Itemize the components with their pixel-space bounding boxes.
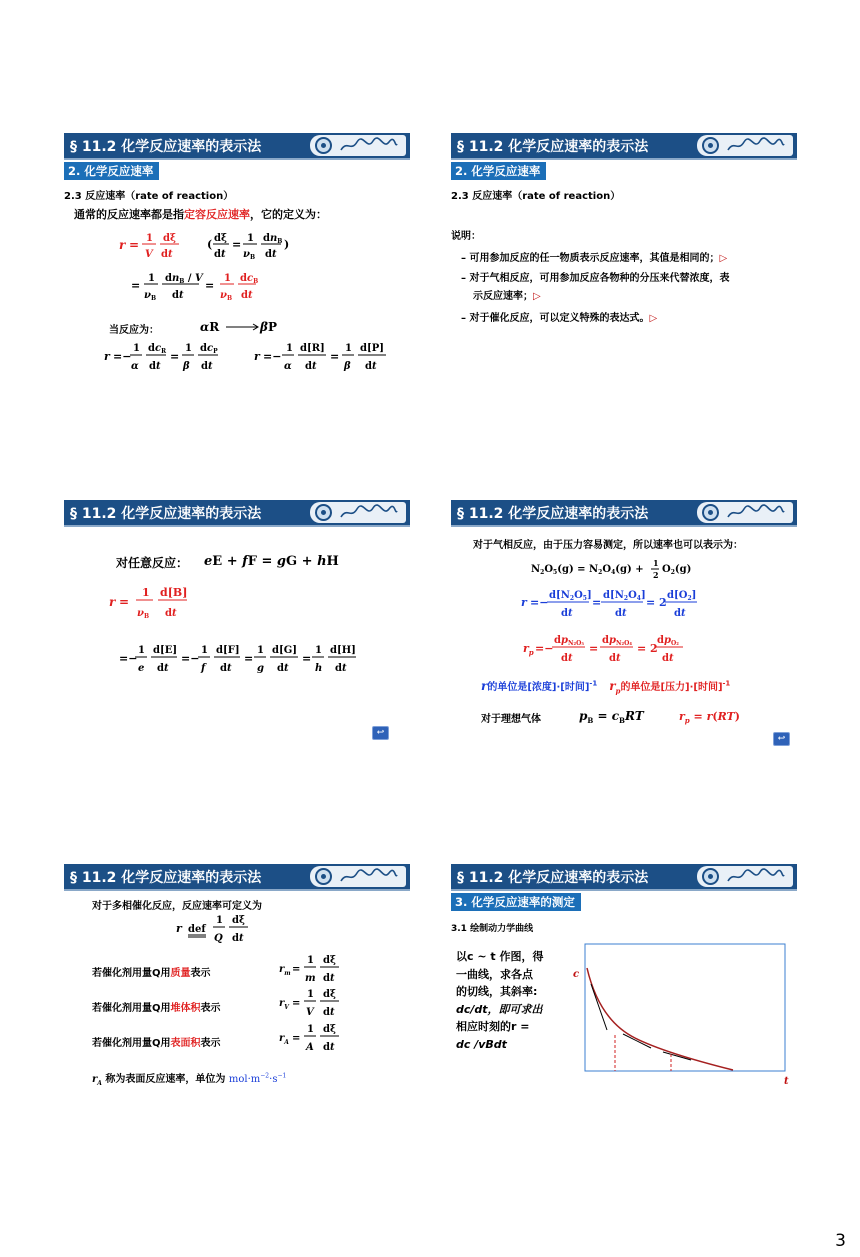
general-reaction-equation: [204, 550, 374, 572]
svg-text:ν: ν: [220, 290, 227, 301]
svg-text:d[H]: d[H]: [330, 645, 356, 656]
svg-text:dt: dt: [220, 663, 232, 674]
section-label: 2. 化学反应速率: [451, 162, 546, 180]
svg-text:d[E]: d[E]: [153, 645, 178, 656]
svg-text:dt: dt: [323, 1007, 335, 1018]
svg-text:f: f: [201, 663, 206, 674]
svg-text:α: α: [131, 361, 139, 372]
svg-text:g: g: [257, 663, 264, 674]
svg-text:dt: dt: [149, 361, 161, 372]
svg-text:=−: =−: [181, 652, 200, 665]
svg-text:dt: dt: [157, 663, 169, 674]
calligraphy-logo: [724, 503, 786, 522]
svg-text:rA: $r_A$: [279, 1033, 289, 1046]
svg-text:αR: αR: [200, 320, 220, 334]
svg-text:=: =: [592, 596, 602, 609]
svg-text:m: m: [305, 973, 316, 984]
n2o5-reaction-equation: [531, 554, 701, 584]
svg-text:d[G]: d[G]: [272, 645, 297, 656]
svg-text:B: B: [250, 254, 256, 261]
svg-text:V: V: [306, 1007, 314, 1018]
kinetic-curve-diagram: [573, 944, 793, 1087]
university-logo: [697, 135, 793, 156]
x-axis-label: t: [784, 1076, 789, 1087]
svg-text:pB = cBRT: $p_B = c_BRT$: [579, 709, 644, 725]
svg-text:): ): [284, 238, 290, 251]
surface-rate-note: $r_A$ 称为表面反应速率，单位为 $mol\cdot m^{-2}\cdot s^{-1}$: [92, 1072, 287, 1087]
volume-basis-label: 若催化剂用量Q用堆体积表示: [92, 1003, 221, 1014]
svg-text:dt: dt: [674, 608, 686, 619]
svg-text:d[P]: d[P]: [360, 343, 384, 354]
svg-text:1: 1: [286, 343, 293, 354]
svg-text:dpN₂O₄: $dp_{N_2O_4}$: [602, 635, 632, 647]
svg-text:rp = r(RT): $r_p = r(RT)$: [679, 710, 740, 725]
svg-text:dpO₂: $dp_{O_2}$: [657, 635, 679, 647]
svg-text:dt: dt: [201, 361, 213, 372]
seal-icon: [315, 504, 332, 521]
svg-text:=−: =−: [530, 596, 549, 609]
svg-text:dt: dt: [323, 973, 335, 984]
svg-text:1: 1: [247, 233, 254, 244]
university-logo: [310, 866, 406, 887]
svg-text:=−: =−: [113, 350, 132, 363]
ideal-gas-label: 对于理想气体: [481, 714, 541, 725]
svg-text:1: 1: [138, 645, 145, 656]
slide-header: [451, 864, 797, 891]
section-label: 3. 化学反应速率的测定: [451, 893, 581, 911]
svg-text:1: 1: [133, 343, 140, 354]
svg-text:dpN₂O₅: $dp_{N_2O_5}$: [554, 635, 584, 647]
svg-text:dt: dt: [172, 290, 184, 301]
svg-text:rp: $r_p$: [523, 642, 534, 657]
note-item-3: – 对于催化反应，可以定义特殊的表达式。▷: [461, 313, 658, 324]
svg-text:=−: =−: [119, 652, 138, 665]
slide-title: § 11.2 化学反应速率的表示法: [457, 870, 649, 886]
note-item-1: – 可用参加反应的任一物质表示反应速率，其值是相同的；▷: [461, 253, 728, 264]
slide-header: [64, 133, 410, 160]
svg-text:dcB: $dc_B$: [240, 273, 259, 285]
svg-text:dξ: dξ: [323, 1024, 336, 1035]
rate-all-species-equation: [119, 640, 379, 685]
svg-text:dt: dt: [232, 933, 244, 944]
svg-text:= 2: = 2: [637, 642, 658, 655]
svg-text:β: β: [344, 361, 351, 372]
definition-line: 通常的反应速率都是指定容反应速率，它的定义为：: [74, 208, 327, 221]
svg-text:1: 1: [257, 645, 264, 656]
page-number: 3: [835, 1231, 846, 1251]
svg-text:V: V: [145, 249, 153, 260]
reaction-equation: [194, 317, 314, 337]
slide-3: [64, 500, 410, 760]
reaction-label: 当反应为：: [109, 325, 159, 336]
svg-text:ν: ν: [144, 290, 151, 301]
svg-text:rV: $r_V$: [279, 998, 289, 1011]
slide-title: § 11.2 化学反应速率的表示法: [70, 139, 262, 155]
svg-text:N2O5(g) = N2O4(g) +: $N_2O_5(g) = N_2O_4(g)$ +: [531, 564, 644, 576]
svg-text:=: =: [330, 350, 340, 363]
svg-text:2: 2: [653, 570, 659, 580]
slide-1: [64, 133, 410, 393]
svg-text:dcR: $dc_R$: [148, 343, 167, 355]
calligraphy-logo: [337, 867, 399, 886]
university-logo: [310, 135, 406, 156]
svg-text:ν: ν: [137, 608, 144, 619]
slide-header: [64, 500, 410, 527]
svg-text:dt: dt: [323, 1042, 335, 1053]
rate-b-equation: [109, 582, 199, 627]
svg-text:Q: Q: [214, 933, 223, 944]
svg-text:r: r: [109, 595, 116, 609]
svg-text:1: 1: [307, 989, 314, 1000]
svg-text:1: 1: [315, 645, 322, 656]
svg-text:d[F]: d[F]: [216, 645, 240, 656]
svg-text:1: 1: [148, 273, 155, 284]
svg-text:r: r: [176, 922, 182, 935]
svg-text:r: r: [521, 596, 527, 609]
svg-text:=: =: [205, 279, 215, 292]
svg-text:r: r: [119, 238, 126, 252]
svg-text:d[O2]: $d[O_2]$: [667, 590, 697, 602]
link-arrow-icon[interactable]: ▷: [533, 291, 541, 302]
svg-text:dnB / V: $dn_B$ / V: [165, 273, 203, 285]
subsection-heading: 2.3 反应速率（rate of reaction）: [451, 191, 621, 202]
slide-header: [451, 133, 797, 160]
slide-6: [451, 864, 797, 1124]
subsection-heading: 3.1 绘制动力学曲线: [451, 924, 534, 934]
kinetic-curve-description: 以c ~ t 作图，得 一曲线，求各点 的切线，其斜率: dc/dt，即可求出 相应时刻的r = dc /vBdt: [456, 950, 544, 1051]
university-logo: [697, 502, 793, 523]
svg-text:dt: dt: [241, 290, 253, 301]
svg-text:d[N2O5]: $d[N_2O_5]$: [549, 590, 592, 602]
svg-text:ν: ν: [243, 249, 250, 260]
svg-text:dξ: dξ: [163, 233, 176, 244]
svg-text:dξ: dξ: [232, 915, 245, 926]
svg-text:βP: βP: [260, 320, 277, 334]
y-axis-label: c: [573, 969, 580, 980]
svg-text:rm: $r_m$: [279, 964, 291, 977]
calligraphy-logo: [337, 503, 399, 522]
slide-4: [451, 500, 797, 760]
slide-title: § 11.2 化学反应速率的表示法: [70, 870, 262, 886]
svg-text:1: 1: [216, 915, 223, 926]
svg-text:β: β: [183, 361, 190, 372]
svg-text:dt: dt: [214, 249, 226, 260]
section-label: 2. 化学反应速率: [64, 162, 159, 180]
area-rate-equation: [279, 1021, 359, 1057]
svg-text:=: =: [292, 1033, 301, 1044]
gas-phase-intro: 对于气相反应，由于压力容易测定，所以速率也可以表示为：: [473, 540, 743, 551]
note-item-2: – 对于气相反应，可用参加反应各物种的分压来代替浓度，表: [461, 273, 730, 284]
svg-text:dξ: dξ: [323, 989, 336, 1000]
university-logo: [310, 502, 406, 523]
svg-text:dt: dt: [615, 608, 627, 619]
slide-2: [451, 133, 797, 393]
calligraphy-logo: [724, 136, 786, 155]
mass-rate-equation: [279, 952, 359, 988]
rate-expression-equation: [104, 338, 404, 383]
svg-text:def: def: [188, 924, 206, 935]
svg-text:1: 1: [345, 343, 352, 354]
note-item-2-cont: 示反应速率；▷: [473, 291, 541, 302]
svg-text:= 2: = 2: [646, 596, 667, 609]
seal-icon: [315, 137, 332, 154]
calligraphy-logo: [337, 136, 399, 155]
svg-text:=: =: [302, 652, 312, 665]
svg-text:e: e: [138, 663, 145, 674]
svg-text:1: 1: [146, 233, 153, 244]
svg-text:=−: =−: [263, 350, 282, 363]
svg-text:A: A: [306, 1042, 314, 1053]
svg-text:=: =: [589, 642, 599, 655]
svg-text:=: =: [292, 998, 301, 1009]
svg-text:dξ: dξ: [323, 955, 336, 966]
svg-text:r: r: [254, 350, 260, 363]
seal-icon: [702, 137, 719, 154]
svg-text:dt: dt: [609, 653, 621, 664]
area-basis-label: 若催化剂用量Q用表面积表示: [92, 1038, 221, 1049]
svg-text:1: 1: [224, 273, 231, 284]
svg-text:1: 1: [653, 558, 659, 568]
any-reaction-label: 对任意反应：: [116, 556, 189, 570]
svg-text:dt: dt: [335, 663, 347, 674]
svg-text:B: B: [144, 613, 150, 620]
slide-5: [64, 864, 410, 1124]
slide-title: § 11.2 化学反应速率的表示法: [457, 506, 649, 522]
seal-icon: [702, 504, 719, 521]
svg-text:=: =: [170, 350, 180, 363]
svg-text:=: =: [292, 964, 301, 975]
svg-text:dt: dt: [305, 361, 317, 372]
svg-text:=: =: [244, 652, 254, 665]
heterogeneous-intro: 对于多相催化反应，反应速率可定义为: [92, 901, 262, 912]
units-line: r的单位是[浓度]·[时间]$^{-1}$ $r_p$的单位是[压力]·[时间]$^{-1}$: [481, 679, 731, 696]
link-arrow-icon[interactable]: ▷: [719, 253, 728, 264]
svg-text:α: α: [284, 361, 292, 372]
slide-header: [451, 500, 797, 527]
svg-text:h: h: [315, 663, 323, 674]
pressure-rate-equation: [523, 630, 723, 670]
volume-rate-equation: [279, 986, 359, 1022]
svg-text:d[B]: d[B]: [160, 586, 188, 599]
svg-text:dcP: $dc_P$: [200, 343, 218, 355]
seal-icon: [315, 868, 332, 885]
return-icon[interactable]: ↩: [773, 732, 790, 746]
svg-text:d[N2O4]: $d[N_2O_4]$: [603, 590, 646, 602]
svg-text:dt: dt: [277, 663, 289, 674]
svg-text:dt: dt: [165, 608, 177, 619]
university-logo: [697, 866, 793, 887]
calligraphy-logo: [724, 867, 786, 886]
rate-definition-equation: [119, 227, 359, 317]
svg-text:1: 1: [185, 343, 192, 354]
svg-text:1: 1: [201, 645, 208, 656]
mass-basis-label: 若催化剂用量Q用质量表示: [92, 968, 211, 979]
svg-text:dt: dt: [265, 249, 277, 260]
svg-text:d[R]: d[R]: [300, 343, 325, 354]
svg-text:=−: =−: [535, 642, 554, 655]
svg-text:O2(g): $O_2(g)$: [662, 564, 692, 576]
svg-text:dnB: $dn_B$: [263, 233, 283, 245]
svg-text:1: 1: [307, 1024, 314, 1035]
svg-text:eE + fF = gG + hH: eE + fF = gG + hH: [204, 554, 339, 569]
ideal-gas-equation: [579, 704, 759, 726]
concentration-rate-equation: [521, 584, 721, 626]
svg-text:dt: dt: [561, 608, 573, 619]
seal-icon: [702, 868, 719, 885]
return-icon[interactable]: ↩: [372, 726, 389, 740]
svg-text:(: (: [207, 238, 213, 251]
svg-text:r: r: [104, 350, 110, 363]
slide-title: § 11.2 化学反应速率的表示法: [457, 139, 649, 155]
svg-text:dt: dt: [561, 653, 573, 664]
svg-text:=: =: [131, 279, 141, 292]
svg-text:=: =: [129, 238, 140, 252]
note-label: 说明：: [451, 231, 481, 242]
slide-title: § 11.2 化学反应速率的表示法: [70, 506, 262, 522]
svg-text:dt: dt: [662, 653, 674, 664]
svg-text:B: B: [151, 295, 157, 302]
svg-text:dt: dt: [161, 249, 173, 260]
svg-text:1: 1: [307, 955, 314, 966]
svg-text:=: =: [119, 595, 130, 609]
svg-text:dt: dt: [365, 361, 377, 372]
subsection-heading: 2.3 反应速率（rate of reaction）: [64, 191, 234, 202]
svg-text:=: =: [232, 238, 242, 251]
svg-text:dξ: dξ: [214, 233, 227, 244]
link-arrow-icon[interactable]: ▷: [649, 313, 658, 324]
svg-text:1: 1: [142, 586, 150, 599]
catalytic-rate-definition: [176, 910, 266, 950]
svg-text:B: B: [227, 295, 233, 302]
slide-header: [64, 864, 410, 891]
